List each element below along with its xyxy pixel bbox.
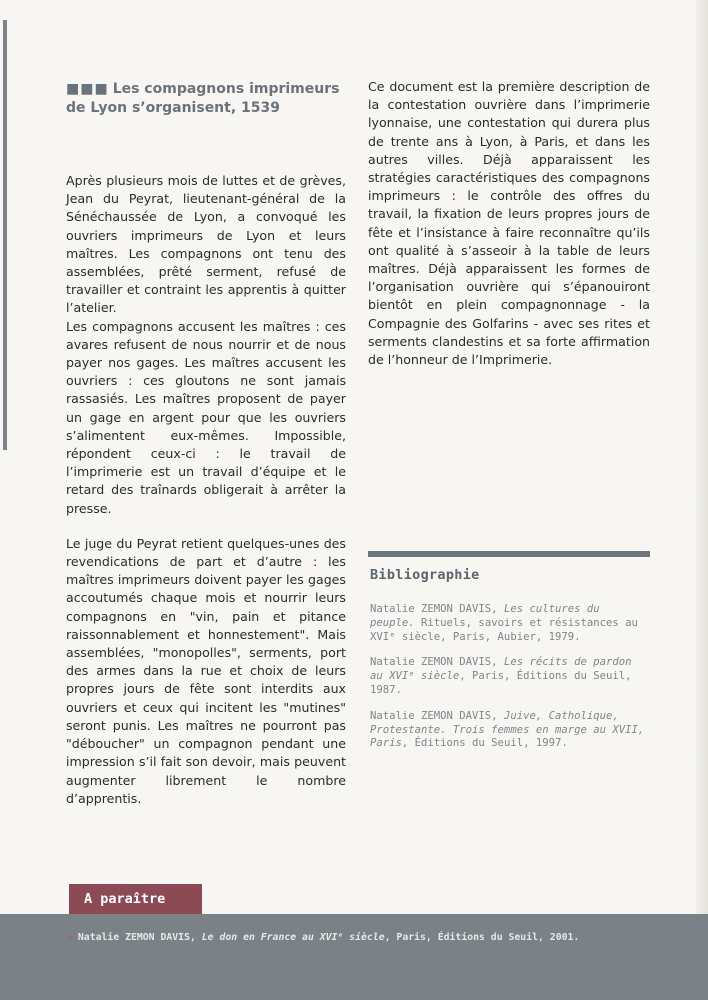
paragraph-2: Les compagnons accusent les maîtres : ces avares refusent de nous nourrir et de nous payer nos gages. Les maîtres accusent les ouvriers : ces gloutons ne sont jamais rassasiés. Les maîtres proposent de payer un gage en argent pour que les ouvriers s’alimentent eux-mêmes. Impossible, répondent ceux-ci : le travail de l’imprimerie est un travail d’équipe et le retard des traînards obligerait à arrêter la presse. (66, 318, 346, 516)
paragraph-3: Le juge du Peyrat retient quelques-unes des revendications de part et d’autre : les maîtres imprimeurs doivent payer les gages accoutumés chaque mois et nourrir leurs compagnons en "vin, pain et pitance raissonnablement et honnestement". Mais assemblées, "monopolles", serments, port des armes dans la rue et choix de leurs propres jours de fête sont interdits aux ouvriers et ceux qui incitent les "mutines" seront punis. Les maîtres ne pourront pas "déboucher" un compagnon pendant une impression s’il fait son devoir, mais peuvent augmenter librement le nombre d’apprentis. (66, 535, 346, 806)
entry-details: , Éditions du Seuil, 1997. (401, 737, 568, 750)
arrow-icon: → (66, 932, 72, 943)
article-column-right (368, 78, 650, 369)
title-marks: ■■■ (66, 81, 109, 97)
article-column-left (66, 80, 346, 825)
entry-title: Les récits de pardon au XVIᵉ siècle (370, 656, 632, 683)
entry-details: , Paris, Éditions du Seuil, 1987. (370, 670, 632, 696)
upcoming-title: Le don en France au XVIᵉ siècle (201, 932, 385, 943)
title-line-2: de Lyon s’organisent, 1539 (66, 100, 280, 116)
upcoming-tab: A paraître (69, 884, 202, 914)
title-line-1: Les compagnons imprimeurs (112, 81, 340, 97)
article-title (66, 80, 346, 118)
bibliography-list (370, 603, 650, 763)
entry-author: Natalie ZEMON DAVIS, (370, 603, 504, 615)
margin-rule (3, 20, 7, 450)
upcoming-reference (66, 932, 686, 943)
entry-title: Juive, Catholique, Protestante. Trois femmes en marge au XVII, Paris (370, 709, 645, 750)
bibliography-entry (370, 710, 650, 751)
entry-details: Rituels, savoirs et résistances au XVIᵉ siècle, Paris, Aubier, 1979. (370, 616, 638, 643)
upcoming-band (0, 914, 708, 1000)
upcoming-details: , Paris, Éditions du Seuil, 2001. (384, 932, 580, 943)
entry-author: Natalie ZEMON DAVIS, (370, 709, 504, 722)
bibliography-entry (370, 603, 650, 644)
page-edge (696, 0, 708, 1000)
paragraph-4-continued: Ce document est la première description de la contestation ouvrière dans l’imprimerie lyonnaise, une contestation qui durera plus de trente ans à Lyon, à Paris, et dans les autres villes. Déjà apparaissent les stratégies caractéristiques des compagnons imprimeurs : le contrôle des offres du travail, la fixation de leurs propres jours de fête et l’insistance à faire reconnaître qu’ils ont qualité à s’asseoir à la table de leurs maîtres. Déjà apparaissent les formes de l’organisation ouvrière qui s’épanouiront bientôt en plein compagnonnage - la Compagnie des Golfarins - avec ses rites et serments clandestins et sa forte affirmation de l’honneur de l’Imprimerie. (368, 79, 650, 368)
bibliography-entry (370, 656, 650, 697)
entry-title: Les cultures du peuple. (370, 603, 600, 629)
entry-author: Natalie ZEMON DAVIS, (370, 656, 504, 669)
paragraph-1: Après plusieurs mois de luttes et de grèves, Jean du Peyrat, lieutenant-général de la Sénéchaussée de Lyon, a convoqué les ouvriers imprimeurs de Lyon et leurs maîtres. Les compagnons ont tenu des assemblées, prêté serment, refusé de travailler et contraint les apprentis à quitter l’atelier. (66, 173, 346, 316)
upcoming-author: Natalie ZEMON DAVIS, (77, 932, 202, 943)
bibliography-rule (368, 551, 650, 557)
bibliography-heading: Bibliographie (370, 567, 480, 583)
